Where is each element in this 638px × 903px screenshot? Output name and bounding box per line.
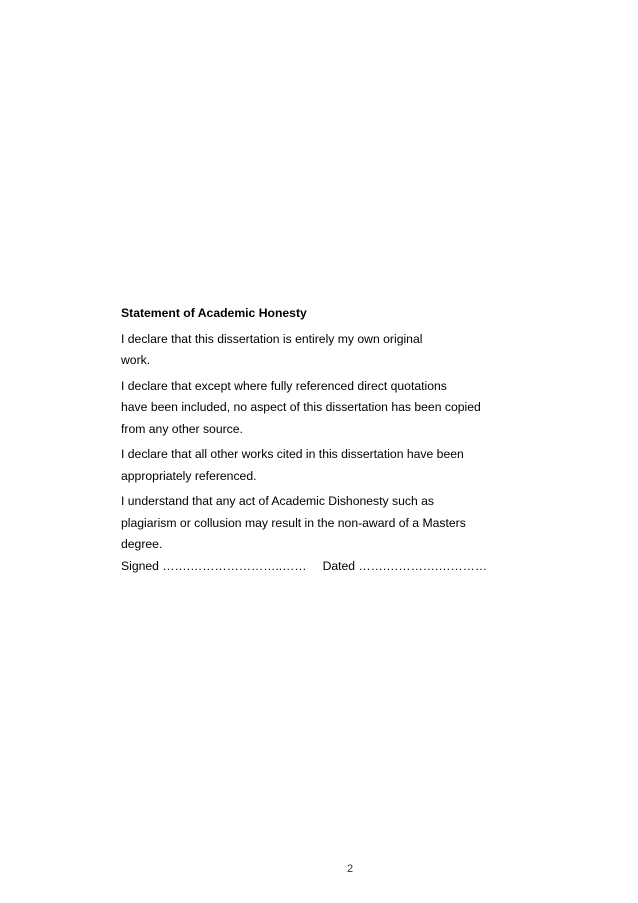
paragraph-line: I declare that except where fully referenced direct quotations (121, 378, 447, 393)
academic-honesty-statement (121, 303, 501, 577)
dated-field: Dated …….………….………… (322, 558, 488, 573)
paragraph-line: work. (121, 353, 151, 367)
paragraph-line: I understand that any act of Academic Dishonesty such as (121, 494, 434, 508)
statement-heading: Statement of Academic Honesty (121, 306, 307, 320)
paragraph-line: plagiarism or collusion may result in the non-award of a Masters (121, 515, 466, 530)
declaration-paragraph-references (121, 444, 501, 487)
paragraph-line: have been included, no aspect of this dissertation has been copied (121, 400, 481, 414)
page-number: 2 (346, 863, 354, 875)
signed-field: Signed …….…………………..…… (121, 558, 307, 573)
signature-row (121, 556, 501, 578)
paragraph-line: appropriately referenced. (121, 468, 257, 483)
declaration-paragraph-no-copying (121, 376, 501, 441)
paragraph-line: from any other source. (121, 421, 243, 436)
declaration-paragraph-dishonesty (121, 491, 501, 556)
declaration-paragraph-original-work (121, 329, 501, 372)
paragraph-line: I declare that this dissertation is entirely my own original (121, 331, 423, 346)
paragraph-line: I declare that all other works cited in this dissertation have been (121, 447, 464, 461)
paragraph-line: degree. (121, 537, 163, 551)
